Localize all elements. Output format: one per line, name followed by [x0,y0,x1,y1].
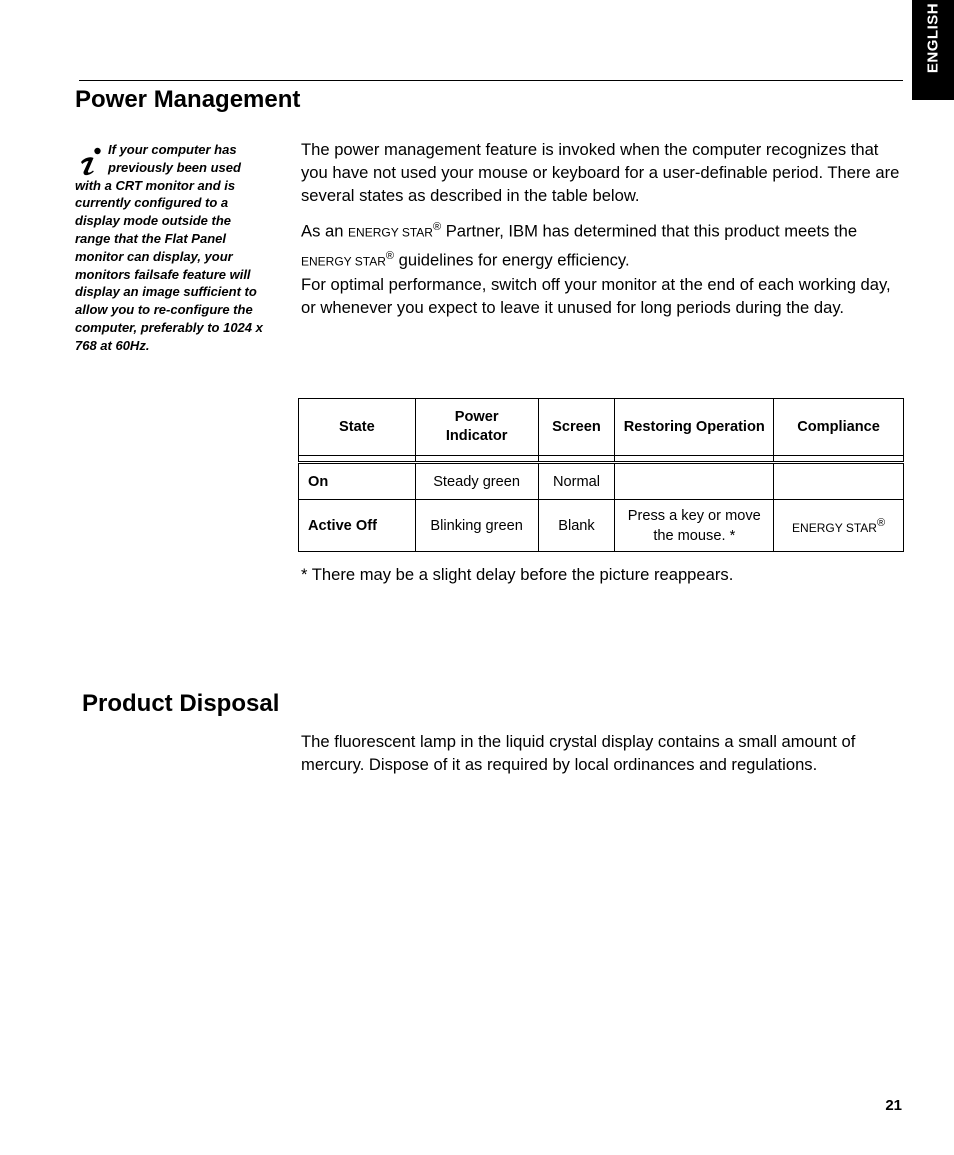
header-compliance: Compliance [774,399,904,456]
table-separator-row [299,456,904,463]
cell-power-indicator: Steady green [415,463,538,500]
performance-paragraph [301,273,905,319]
table-header-row [299,399,904,456]
registered-mark: ® [432,221,442,233]
cell-compliance [774,463,904,500]
language-tab [912,0,954,100]
table-row [299,500,904,552]
cell-restoring-operation: Press a key or move the mouse. * [615,500,774,552]
page-number: 21 [885,1097,902,1114]
header-screen: Screen [538,399,615,456]
product-disposal-heading: Product Disposal [82,690,280,717]
cell-state: Active Off [299,500,416,552]
header-power-indicator: Power Indicator [415,399,538,456]
footnote-text: * There may be a slight delay before the picture reappears. [301,565,734,584]
paragraph-text: For optimal performance, switch off your monitor at the end of each working day, or whenever you expect to leave it unused for long periods during the day. [301,275,891,317]
table-row [299,463,904,500]
cell-screen: Blank [538,500,615,552]
disposal-paragraph [301,730,905,776]
intro-paragraph [301,138,905,207]
cell-state: On [299,463,416,500]
cell-power-indicator: Blinking green [415,500,538,552]
energy-star-brand: ENERGY STAR [301,254,386,269]
energy-star-brand: ENERGY STAR [348,225,433,240]
paragraph-text: The power management feature is invoked when the computer recognizes that you have not used your mouse or keyboard for a user-definable period. There are several states as described in the table below. [301,140,900,205]
energy-star-paragraph [301,216,905,273]
header-restoring-operation: Restoring Operation [615,399,774,456]
paragraph-prefix: As an [301,221,349,241]
power-states-table [298,398,904,552]
paragraph-suffix: guidelines for energy efficiency. [394,250,630,270]
table-footnote [301,563,905,586]
header-rule [79,80,903,81]
paragraph-text: The fluorescent lamp in the liquid crystal display contains a small amount of mercury. Dispose of it as required by local ordinances and regulations. [301,732,856,774]
registered-mark: ® [876,517,886,530]
language-tab-label: ENGLISH [924,2,942,74]
cell-restoring-operation [615,463,774,500]
cell-screen: Normal [538,463,615,500]
energy-star-brand: ENERGY STAR [792,520,877,535]
paragraph-middle: Partner, IBM has determined that this product meets the [441,221,858,241]
cell-compliance [774,500,904,552]
header-state: State [299,399,416,456]
registered-mark: ® [385,249,395,262]
power-management-heading: Power Management [75,86,301,113]
note-text: If your computer has previously been used with a CRT monitor and is currently configured to a display mode outside the range that the Flat Panel monitor can display, your monitors failsafe feature will display an image sufficient to allow you to re-configure the computer, preferably to 1024 x 768 at 60Hz. [75,142,263,353]
